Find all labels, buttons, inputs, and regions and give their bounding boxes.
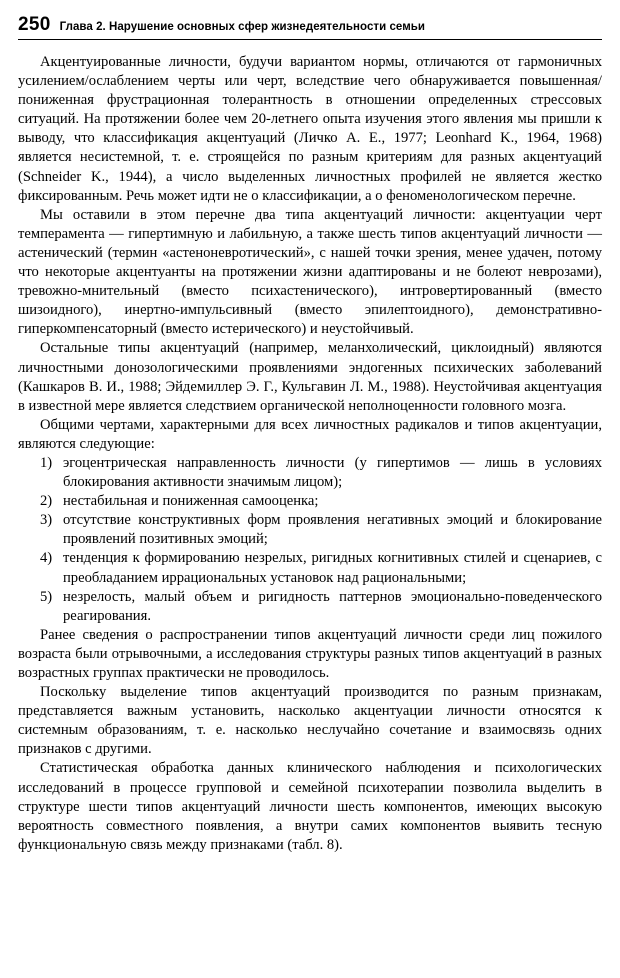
list-marker: 5) — [40, 588, 53, 605]
list-item-text: отсутствие конструктивных форм проявления негативных эмоций и блокирование проявлений позитивных эмоций; — [63, 512, 602, 548]
list-marker: 3) — [40, 512, 53, 529]
list-item — [18, 588, 602, 626]
paragraph: Статистическая обработка данных клинического наблюдения и психологических исследований в процессе групповой и семейной психотерапии позволила выделить в структуре шести типов акцентуаций личности шесть компонентов, имеющих высокую вероятность совместного появления, а внутри самих компонентов выявить тесную функциональную связь между признаками (табл. 8). — [18, 760, 602, 853]
paragraph: Акцентуированные личности, будучи вариантом нормы, отличаются от гармоничных усилением/ослаблением черты или черт, вследствие чего обнаруживается повышенная/пониженная фрустрационная толерантность в отношении определенных стрессовых ситуаций. На протяжении более чем 20-летнего опыта изучения этого явления мы пришли к выводу, что классификация акцентуаций (Личко А. Е., 1977; Leonhard K., 1964, 1968) является несистемной, т. е. строящейся по разным критериям для разных акцентуаций (Schneider K., 1944), а число выделенных личностных профилей не является жестко фиксированным. Речь может идти не о классификации, а о феноменологическом перечне. — [18, 54, 602, 204]
paragraph: Ранее сведения о распространении типов акцентуаций личности среди лиц пожилого возраста были отрывочными, а исследования структуры разных типов акцентуаций в разных возрастных группах практически не проводилось. — [18, 626, 602, 681]
list-marker: 2) — [40, 493, 53, 510]
list-item-text: эгоцентрическая направленность личности (у гипертимов — лишь в условиях блокирования активности значимым лицом); — [63, 454, 602, 491]
page-body — [18, 53, 602, 855]
list-item-text: тенденция к формированию незрелых, ригидных когнитивных стилей и сценариев, с преобладанием иррациональных установок над рациональными; — [63, 550, 602, 586]
paragraph: Остальные типы акцентуаций (например, меланхолический, циклоидный) являются личностными донозологическими проявлениями эндогенных психических заболеваний (Кашкаров В. И., 1988; Эйдемиллер Э. Г., Кульгавин Л. М., 1988). Неустойчивая акцентуация в известной мере является следствием органической неполноценности головного мозга. — [18, 340, 602, 414]
running-head — [18, 14, 602, 40]
numbered-list — [18, 454, 602, 626]
chapter-title: Глава 2. Нарушение основных сфер жизнедеятельности семьи — [59, 21, 425, 33]
list-item — [18, 549, 602, 587]
list-item — [18, 492, 602, 511]
paragraph: Мы оставили в этом перечне два типа акцентуаций личности: акцентуации черт темперамента — гипертимную и лабильную, а также шесть типов акцентуаций личности — астенический (термин «астеноневротический», с нашей точки зрения, менее удачен, потому что некоторые акцентуанты на протяжении жизни адаптированы и не болеют неврозами), тревожно-мнительный (вместо психастенического), интровертированный (вместо шизоидного), инертно-импульсивный (вместо эпилептоидного), демонстративно-гиперкомпенсаторный (вместо истерического) и неустойчивый. — [18, 206, 602, 338]
paragraph: Общими чертами, характерными для всех личностных радикалов и типов акцентуации, являются следующие: — [18, 416, 602, 452]
list-marker: 4) — [40, 550, 53, 567]
list-item — [18, 511, 602, 549]
list-marker: 1) — [40, 454, 53, 471]
list-item — [18, 454, 602, 492]
list-item-text: нестабильная и пониженная самооценка; — [63, 493, 319, 510]
list-item-text: незрелость, малый объем и ригидность паттернов эмоционально-поведенческого реагирования. — [63, 588, 602, 624]
page-number: 250 — [18, 14, 51, 35]
paragraph: Поскольку выделение типов акцентуаций производится по разным признакам, представляется важным установить, насколько акцентуации личности относятся к системным образованиям, т. е. насколько неслучайно сочетание и взаимосвязь одних признаков с другими. — [18, 684, 602, 758]
